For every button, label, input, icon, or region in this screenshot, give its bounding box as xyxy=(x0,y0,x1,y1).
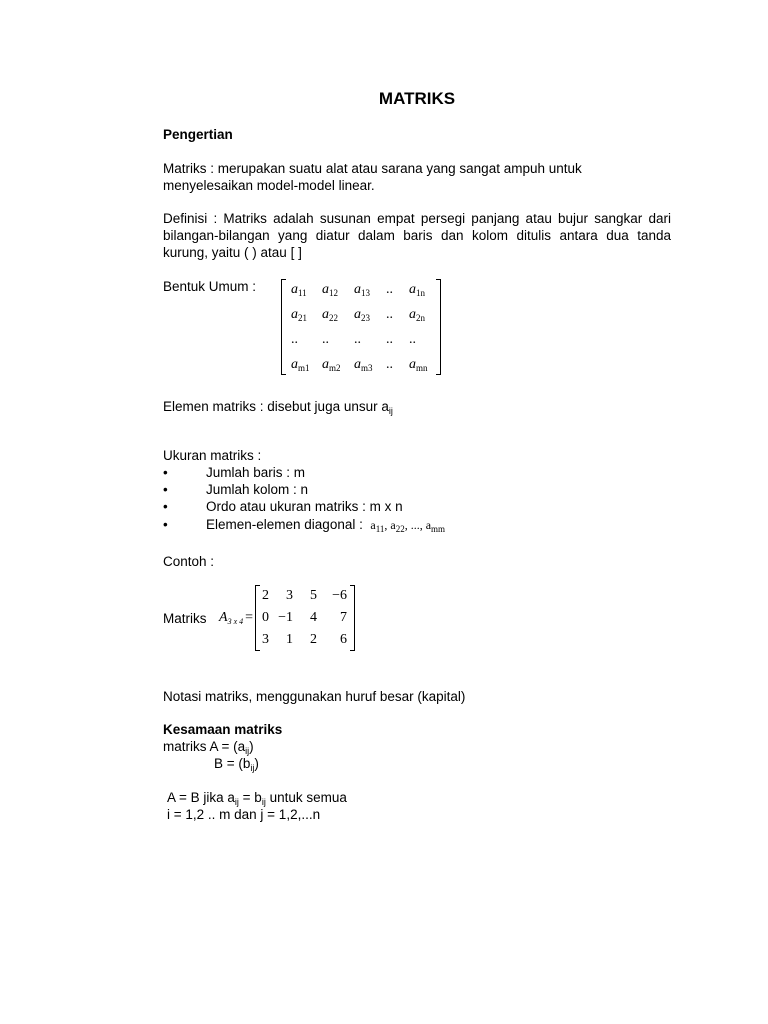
notasi-text: Notasi matriks, menggunakan huruf besar (kapital) xyxy=(163,689,466,704)
diagonal-label: Elemen-elemen diagonal : xyxy=(206,517,363,532)
kesamaan-line-1: matriks $A = (a_{ij})$ xyxy=(163,739,254,756)
general-matrix-cell: $a_{12}$ xyxy=(322,282,338,298)
example-matrix-cell: 1 xyxy=(286,632,293,647)
general-matrix-cell: $a_{mn}$ xyxy=(409,357,428,373)
general-matrix xyxy=(281,279,441,375)
elemen-text: Elemen matriks : disebut juga unsur a xyxy=(163,399,389,414)
matrix-name: $A_{3 x 4}$ = xyxy=(219,610,254,626)
section-heading-pengertian: Pengertian xyxy=(163,127,233,142)
general-matrix-cell: .. xyxy=(386,282,393,297)
general-matrix-cell: .. xyxy=(386,332,393,347)
kesamaan-heading: Kesamaan matriks xyxy=(163,722,283,737)
diagonal-expression: $a_{11}$, $a_{22}$, ..., $a_{mm}$ xyxy=(370,518,446,534)
example-matrix-cell: 5 xyxy=(310,588,317,603)
general-matrix-cell: $a_{m1}$ xyxy=(291,357,310,373)
ukuran-item-kolom: Jumlah kolom : n xyxy=(206,482,309,497)
general-matrix-cell: $a_{21}$ xyxy=(291,307,307,323)
example-matrix-cell: 6 xyxy=(340,632,347,647)
example-matrix-cell: 0 xyxy=(262,610,269,625)
general-matrix-cell: .. xyxy=(291,332,298,347)
bullet-1: • xyxy=(163,465,168,480)
left-bracket xyxy=(281,279,286,375)
example-matrix xyxy=(255,585,355,651)
matriks-label: Matriks xyxy=(163,611,207,626)
general-matrix-cell: $a_{m2}$ xyxy=(322,357,341,373)
example-matrix-cell: 3 xyxy=(262,632,269,647)
general-matrix-cell: $a_{23}$ xyxy=(354,307,370,323)
right-bracket xyxy=(350,585,355,651)
example-matrix-cell: −1 xyxy=(278,610,293,625)
example-matrix-cell: 2 xyxy=(310,632,317,647)
general-matrix-cell: $a_{2n}$ xyxy=(409,307,425,323)
ukuran-heading: Ukuran matriks : xyxy=(163,448,262,463)
general-matrix-cell: $a_{22}$ xyxy=(322,307,338,323)
general-matrix-cell: $a_{1n}$ xyxy=(409,282,425,298)
example-matrix-cell: 2 xyxy=(262,588,269,603)
general-matrix-cell: .. xyxy=(354,332,361,347)
general-matrix-cell: $a_{11}$ xyxy=(291,282,307,298)
kesamaan-line-4: i = 1,2 .. m dan j = 1,2,...n xyxy=(167,807,321,822)
bullet-3: • xyxy=(163,499,168,514)
general-matrix-cell: $a_{13}$ xyxy=(354,282,370,298)
ukuran-item-baris: Jumlah baris : m xyxy=(206,465,306,480)
bullet-4: • xyxy=(163,517,168,532)
ukuran-item-ordo: Ordo atau ukuran matriks : m x n xyxy=(206,499,403,514)
elemen-line xyxy=(163,398,671,415)
example-matrix-cell: 4 xyxy=(310,610,317,625)
contoh-label: Contoh : xyxy=(163,554,215,569)
general-matrix-cell: .. xyxy=(409,332,416,347)
example-matrix-cell: 3 xyxy=(286,588,293,603)
page-title: MATRIKS xyxy=(378,89,456,108)
kesamaan-line-3: A = B jika $a_{ij} = b_{ij}$ untuk semua xyxy=(167,790,347,807)
paragraph-definisi: Definisi : Matriks adalah susunan empat persegi panjang atau bujur sangkar dari bilangan-bilangan yang diatur dalam baris dan kolom ditulis antara dua tanda kurung, yaitu ( ) atau [ ] xyxy=(163,211,671,260)
kesamaan-line-2: $B = (b_{ij})$ xyxy=(214,756,259,773)
example-matrix-cell: 7 xyxy=(340,610,347,625)
general-matrix-cell: $a_{m3}$ xyxy=(354,357,373,373)
general-matrix-cell: .. xyxy=(322,332,329,347)
bullet-2: • xyxy=(163,482,168,497)
general-matrix-cell: .. xyxy=(386,357,393,372)
example-matrix-cell: −6 xyxy=(332,588,347,603)
ukuran-item-diagonal xyxy=(206,516,445,534)
right-bracket xyxy=(436,279,441,375)
general-matrix-cell: .. xyxy=(386,307,393,322)
elemen-subscript: ij xyxy=(388,406,393,416)
paragraph-matriks: Matriks : merupakan suatu alat atau sarana yang sangat ampuh untuk menyelesaikan model-model linear. xyxy=(163,161,582,193)
bentuk-umum-label: Bentuk Umum : xyxy=(163,279,257,294)
